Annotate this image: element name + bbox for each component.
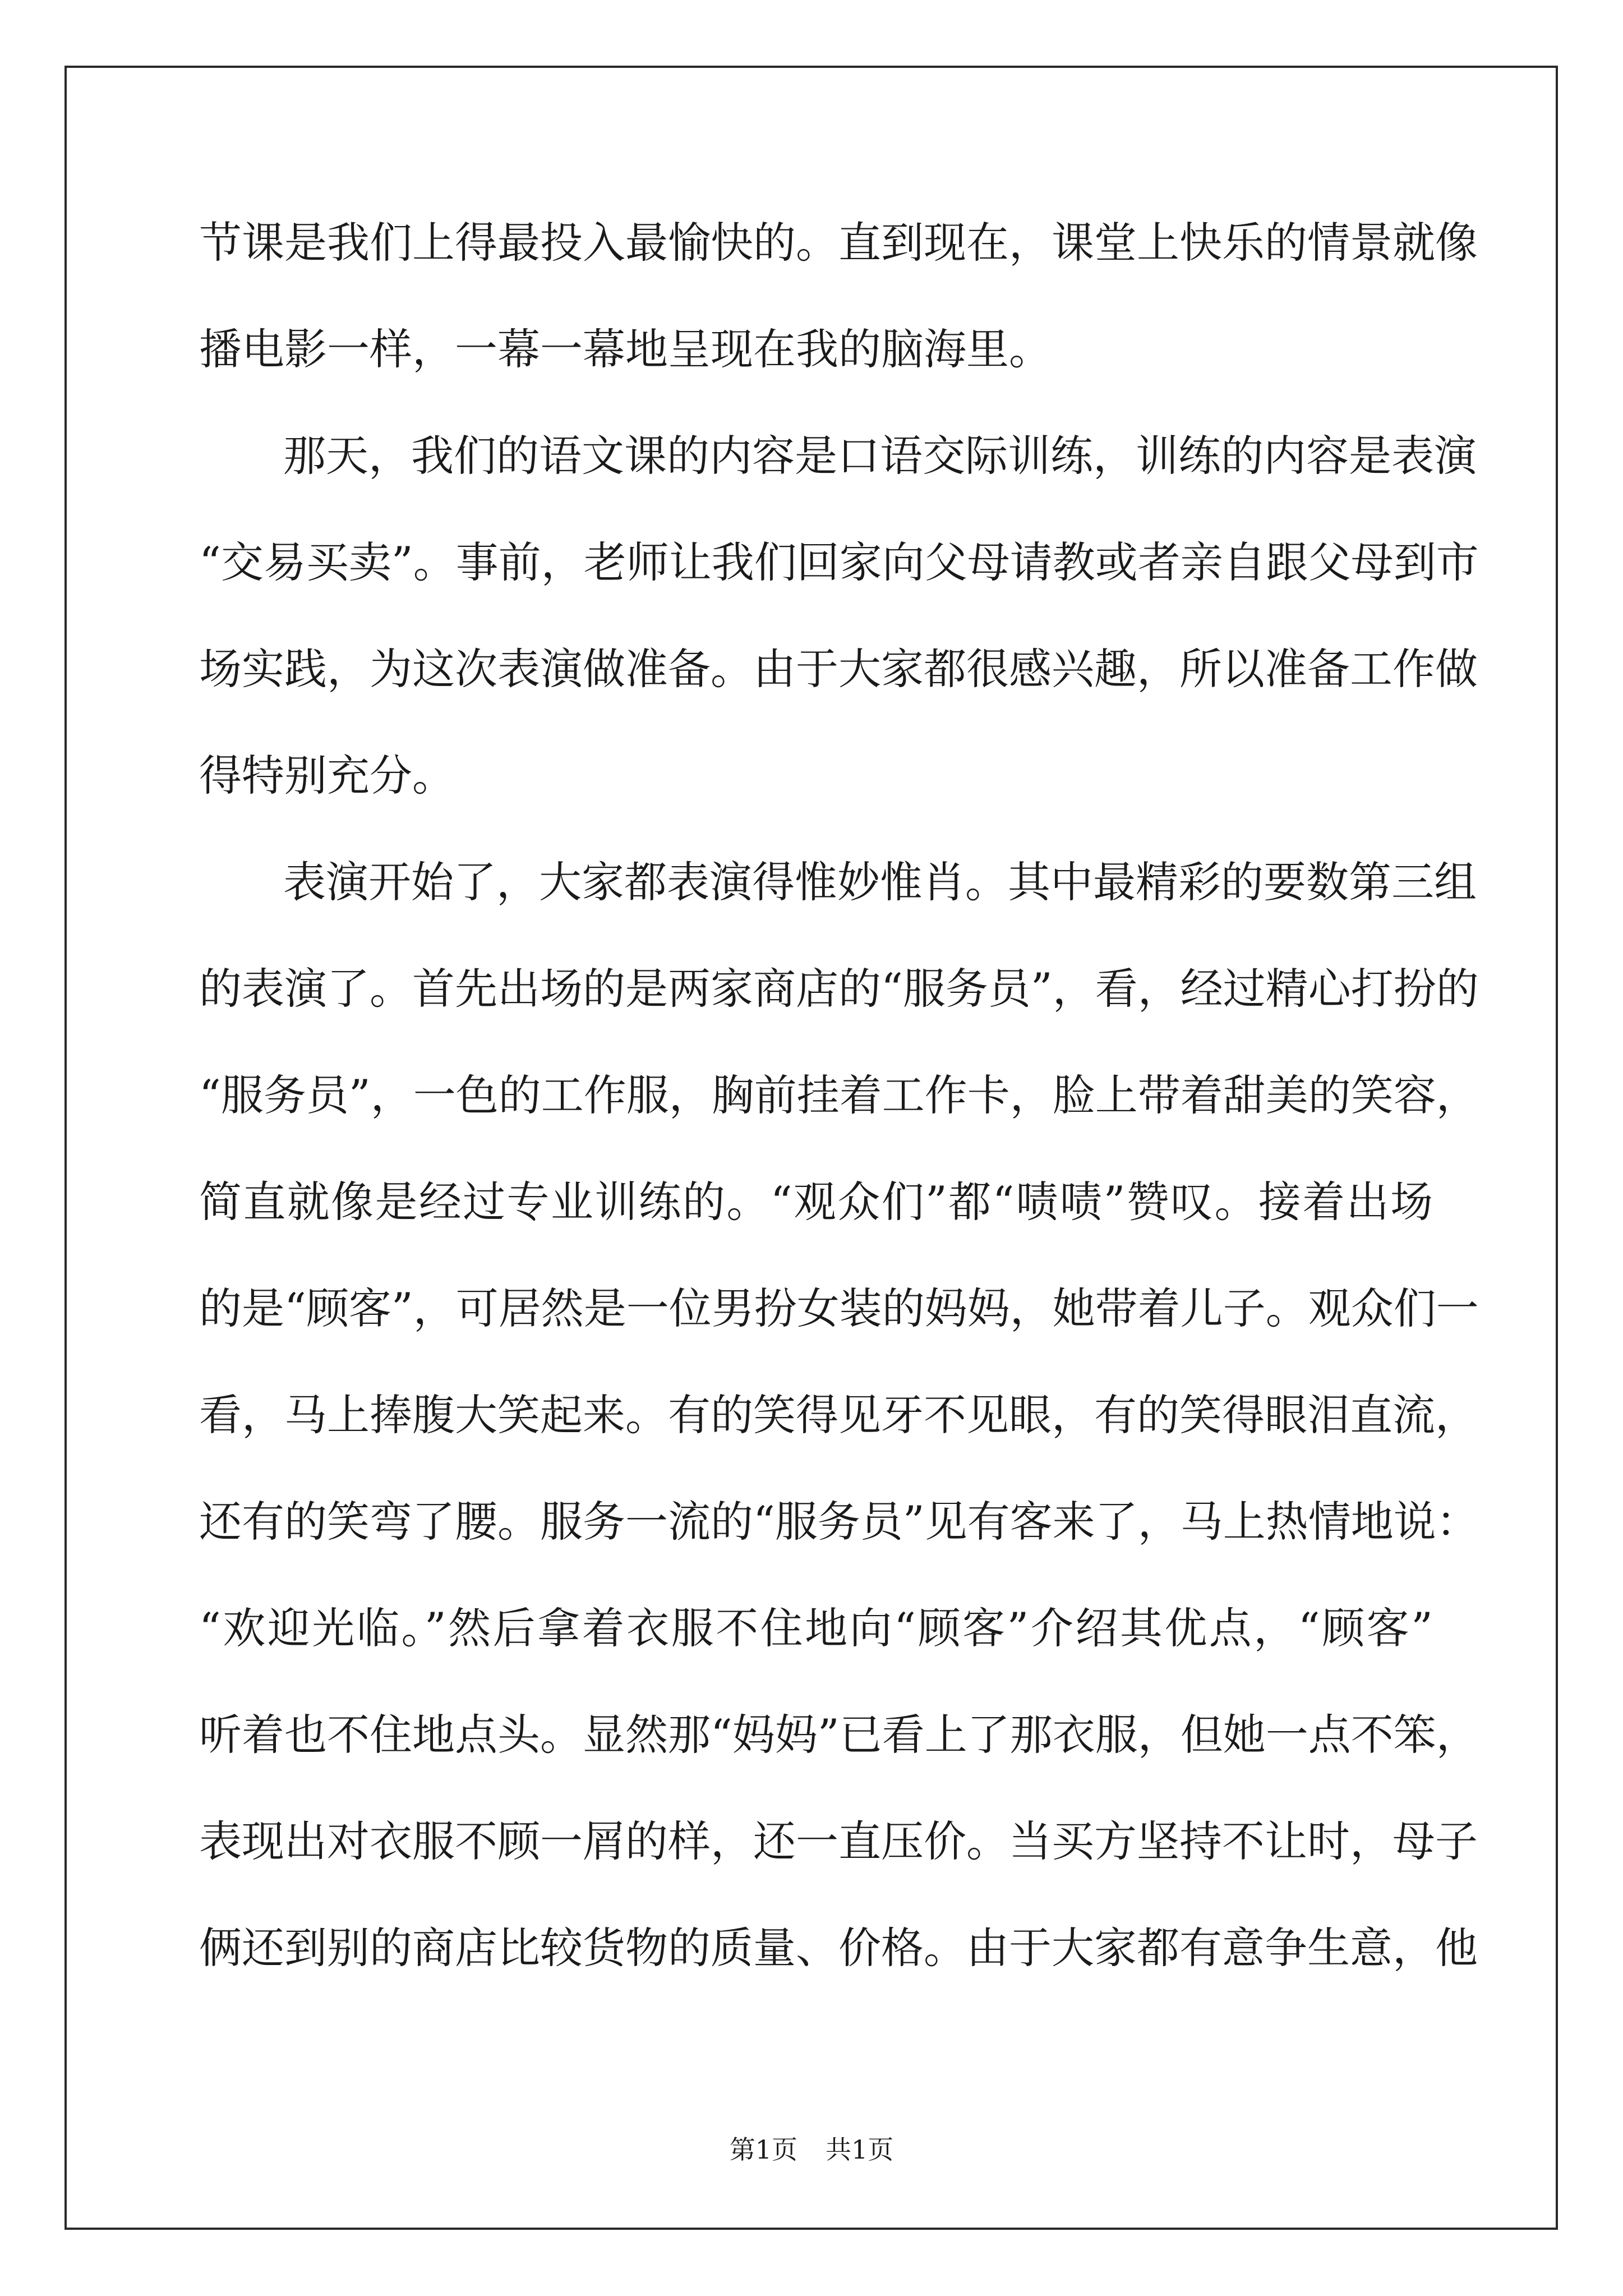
text-line: “欢迎光临。”然后拿着衣服不住地向“顾客”介绍其优点，“顾客” [199,1603,1433,1653]
text-line: “交易买卖”。事前，老师让我们回家向父母请教或者亲自跟父母到市 [199,537,1479,587]
text-line: 播电影一样，一幕一幕地呈现在我的脑海里。 [199,324,1052,374]
text-line: 的表演了。首先出场的是两家商店的“服务员”，看，经过精心打扮的 [199,964,1479,1014]
document-body [199,216,1479,2028]
text-line: 表演开始了，大家都表演得惟妙惟肖。其中最精彩的要数第三组 [283,857,1477,907]
text-line: 得特别充分。 [199,751,455,800]
text-line: 那天，我们的语文课的内容是口语交际训练，训练的内容是表演 [283,431,1477,481]
page-total: 共1页 [826,2134,894,2165]
text-line: 还有的笑弯了腰。服务一流的“服务员”见有客来了，马上热情地说： [199,1497,1479,1547]
text-line: 节课是我们上得最投入最愉快的。直到现在，课堂上快乐的情景就像 [199,218,1478,268]
text-line: 的是“顾客”，可居然是一位男扮女装的妈妈，她带着儿子。观众们一 [199,1283,1479,1333]
page-footer [0,2134,1623,2165]
text-line: 简直就像是经过专业训练的。“观众们”都“啧啧”赞叹。接着出场 [199,1177,1433,1227]
text-line: 场实践，为这次表演做准备。由于大家都很感兴趣，所以准备工作做 [199,644,1478,694]
page-number: 第1页 [729,2134,797,2165]
text-line: “服务员”，一色的工作服，胸前挂着工作卡，脸上带着甜美的笑容， [199,1070,1479,1120]
text-line: 听着也不住地点头。显然那“妈妈”已看上了那衣服，但她一点不笨， [199,1710,1479,1760]
text-line: 表现出对衣服不顾一屑的样，还一直压价。当买方坚持不让时，母子 [199,1816,1478,1866]
text-line: 看，马上捧腹大笑起来。有的笑得见牙不见眼，有的笑得眼泪直流， [199,1390,1478,1440]
text-line: 俩还到别的商店比较货物的质量、价格。由于大家都有意争生意，他 [199,1923,1478,1973]
